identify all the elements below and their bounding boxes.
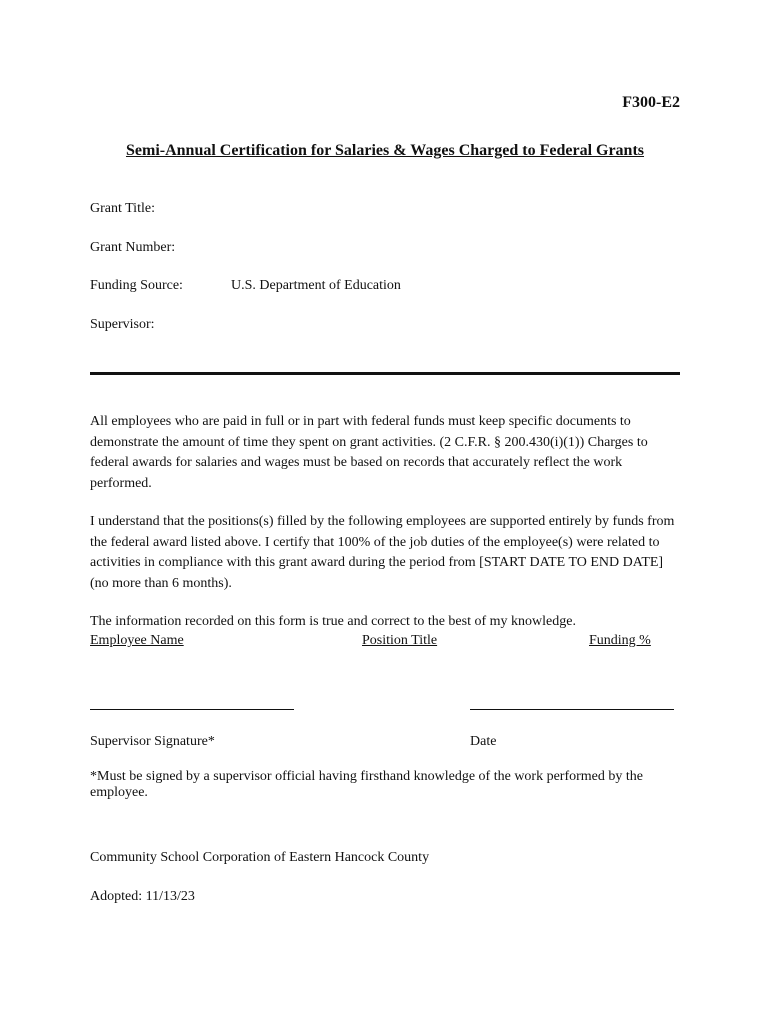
adopted-date: Adopted: 11/13/23 (90, 889, 195, 904)
page-title: Semi-Annual Certification for Salaries & Wages Charged to Federal Grants (125, 142, 645, 159)
section-divider (90, 372, 680, 375)
signature-footnote: *Must be signed by a supervisor official having firsthand knowledge of the work performed by the employee. (90, 769, 643, 800)
funding-source-value: U.S. Department of Education (231, 278, 401, 293)
column-header-position-title: Position Title (362, 633, 438, 648)
paragraph-requirements: All employees who are paid in full or in part with federal funds must keep specific documents to demonstrate the amount of time they spent on grant activities. (2 C.F.R. § 200.430(i)(1)) Charges to federal awards for salaries and wages must be based on records that accurately reflect the work performed. (90, 414, 648, 491)
paragraph-certification: I understand that the positions(s) filled by the following employees are supported entirely by funds from the federal award listed above. I certify that 100% of the job duties of the employee(s) were related to activities in compliance with this grant award during the period from [START DATE TO END DATE] (no more than 6 months). (90, 514, 675, 591)
supervisor-label: Supervisor: (90, 317, 155, 332)
paragraph-attestation: The information recorded on this form is true and correct to the best of my knowledge. (90, 614, 576, 629)
supervisor-signature-line[interactable] (90, 709, 294, 710)
column-header-funding-percent: Funding % (589, 633, 651, 648)
grant-number-label: Grant Number: (90, 240, 176, 255)
column-header-employee-name: Employee Name (90, 633, 184, 648)
grant-title-label: Grant Title: (90, 201, 155, 216)
organization-name: Community School Corporation of Eastern Hancock County (90, 850, 430, 865)
date-signature-line[interactable] (470, 709, 674, 710)
form-code: F300-E2 (622, 94, 680, 111)
supervisor-signature-label: Supervisor Signature* (90, 734, 215, 749)
funding-source-label: Funding Source: (90, 278, 183, 293)
date-label: Date (470, 734, 497, 749)
